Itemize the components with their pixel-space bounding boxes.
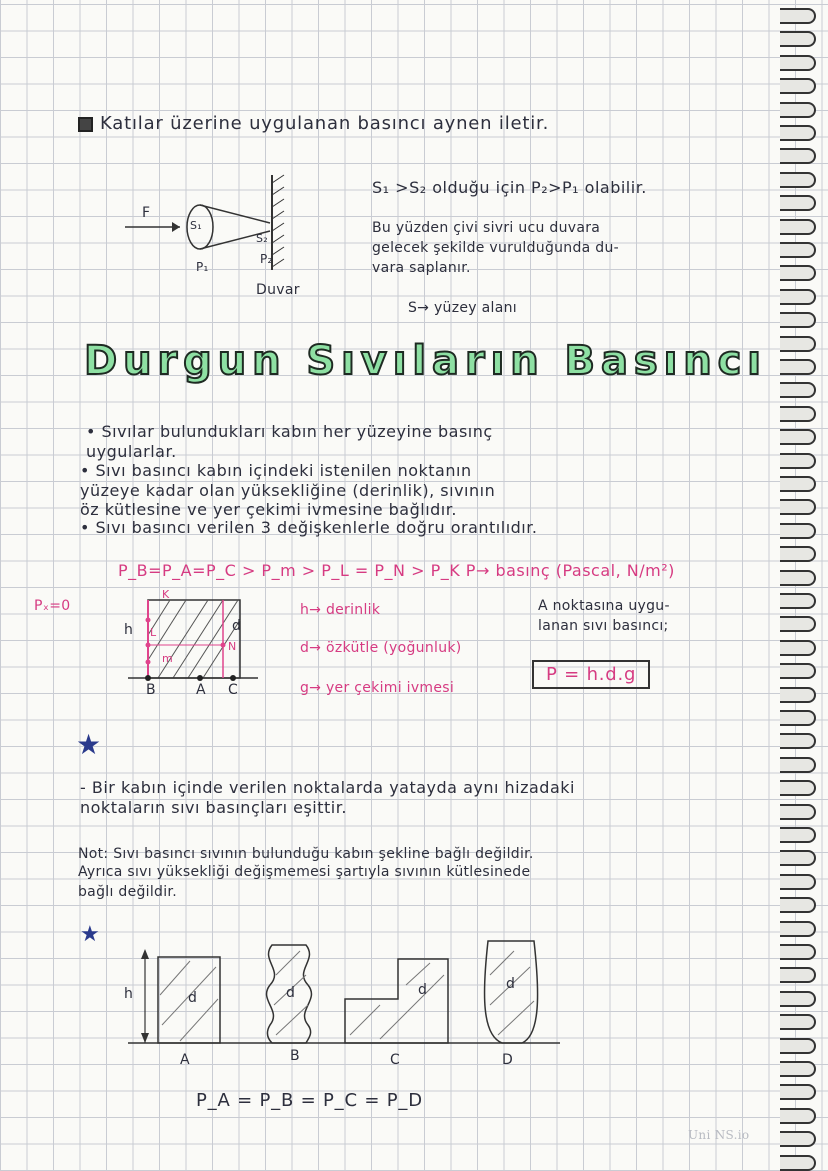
spiral-ring: [780, 1014, 816, 1030]
spiral-ring: [780, 850, 816, 866]
fig3-label-b: B: [290, 1048, 300, 1064]
def-d: d→ özkütle (yoğunluk): [300, 640, 462, 656]
fig3-d-d: d: [506, 976, 516, 992]
spiral-ring: [780, 1084, 816, 1100]
figure-cone-wall: [120, 175, 340, 285]
page-title: Durgun Sıvıların Basıncı: [84, 338, 764, 384]
fig2-k: K: [162, 588, 170, 601]
spiral-ring: [780, 102, 816, 118]
spiral-ring: [780, 289, 816, 305]
spiral-ring: [780, 523, 816, 539]
spiral-ring: [780, 78, 816, 94]
header-note: Katılar üzerine uygulanan basıncı aynen iletir.: [100, 113, 550, 134]
formula-label-1: A noktasına uygu-: [538, 598, 670, 614]
spiral-ring: [780, 897, 816, 913]
fig2-n: N: [228, 640, 237, 653]
spiral-ring: [780, 546, 816, 562]
spiral-ring: [780, 31, 816, 47]
figure-container-points: [118, 590, 268, 690]
spiral-ring: [780, 687, 816, 703]
fig3-d-b: d: [286, 985, 296, 1001]
spiral-ring: [780, 967, 816, 983]
fig3-h: h: [124, 986, 134, 1002]
formula-label-2: lanan sıvı basıncı;: [538, 618, 669, 634]
fig2-b: B: [146, 682, 156, 698]
pressure-order: P_B=P_A=P_C > P_m > P_L = P_N > P_K P→ basınç (Pascal, N/m²): [118, 561, 675, 580]
spiral-ring: [780, 570, 816, 586]
spiral-ring: [780, 148, 816, 164]
fig1-s2-label: S₂: [256, 232, 268, 245]
fig1-s1-label: S₁: [190, 219, 202, 232]
spiral-ring: [780, 874, 816, 890]
fig2-m: m: [162, 652, 174, 665]
spiral-ring: [780, 453, 816, 469]
spiral-ring: [780, 499, 816, 515]
not-line-3: bağlı değildir.: [78, 884, 177, 900]
def-g: g→ yer çekimi ivmesi: [300, 680, 455, 696]
final-equation: P_A = P_B = P_C = P_D: [196, 1090, 423, 1111]
fig1-p1-label: P₁: [196, 260, 209, 274]
bullet-line-3: • Sıvı basıncı kabın içindeki istenilen noktanın: [80, 461, 472, 480]
def-h: h→ derinlik: [300, 602, 381, 618]
spiral-ring: [780, 1108, 816, 1124]
spiral-ring: [780, 827, 816, 843]
spiral-ring: [780, 663, 816, 679]
bullet-line-4: yüzeye kadar olan yüksekliğine (derinlik), sıvının: [80, 481, 496, 500]
spiral-ring: [780, 172, 816, 188]
bullet-line-1: • Sıvılar bulundukları kabın her yüzeyine basınç: [86, 422, 493, 441]
spiral-ring: [780, 593, 816, 609]
not-line-2: Ayrıca sıvı yüksekliği değişmemesi şartıyla sıvının kütlesinede: [78, 864, 531, 880]
bullet-line-2: uygularlar.: [86, 442, 177, 461]
spiral-ring: [780, 733, 816, 749]
title-banner: [78, 330, 778, 388]
fig1-wall-label: Duvar: [256, 282, 300, 298]
spiral-ring: [780, 359, 816, 375]
fig2-l: L: [150, 626, 157, 639]
spiral-ring: [780, 991, 816, 1007]
spiral-ring: [780, 780, 816, 796]
spiral-ring: [780, 757, 816, 773]
star-icon: ★: [80, 922, 100, 947]
checkbox-bullet: [78, 117, 93, 132]
spiral-ring: [780, 406, 816, 422]
bullet-line-5: öz kütlesine ve yer çekimi ivmesine bağlıdır.: [80, 500, 457, 519]
fig2-h: h: [124, 622, 134, 638]
fig2-c: C: [228, 682, 239, 698]
spiral-ring: [780, 944, 816, 960]
spiral-ring: [780, 640, 816, 656]
spiral-binding: [772, 0, 828, 1171]
not-line-1: Not: Sıvı basıncı sıvının bulunduğu kabın şekline bağlı değildir.: [78, 846, 534, 862]
spiral-ring: [780, 312, 816, 328]
fig1-p2-label: P₂: [260, 252, 273, 266]
spiral-ring: [780, 616, 816, 632]
watermark: Uni NS.io: [688, 1128, 750, 1142]
star-icon: ★: [76, 728, 102, 761]
spiral-ring: [780, 55, 816, 71]
spiral-ring: [780, 1131, 816, 1147]
fig1-force-label: F: [142, 205, 151, 221]
horizontal-note-2: noktaların sıvı basınçları eşittir.: [80, 798, 347, 817]
spiral-ring: [780, 476, 816, 492]
spiral-ring: [780, 382, 816, 398]
spiral-ring: [780, 8, 816, 24]
spiral-ring: [780, 1155, 816, 1171]
spiral-ring: [780, 921, 816, 937]
fig2-d: d: [232, 618, 242, 634]
spiral-ring: [780, 429, 816, 445]
fig3-label-a: A: [180, 1052, 190, 1068]
figure-four-containers: [110, 935, 570, 1045]
fig2-a: A: [196, 682, 206, 698]
fig3-d-c: d: [418, 982, 428, 998]
spiral-ring: [780, 804, 816, 820]
fig1-note-line4: vara saplanır.: [372, 260, 471, 276]
spiral-ring: [780, 336, 816, 352]
fig1-note-line2: Bu yüzden çivi sivri ucu duvara: [372, 220, 601, 236]
spiral-ring: [780, 219, 816, 235]
bullet-line-6: • Sıvı basıncı verilen 3 değişkenlerle doğru orantılıdır.: [80, 518, 538, 537]
spiral-ring: [780, 1061, 816, 1077]
fig3-label-d: D: [502, 1052, 514, 1068]
fig1-note-line5: S→ yüzey alanı: [408, 300, 517, 316]
fig1-note-line1: S₁ >S₂ olduğu için P₂>P₁ olabilir.: [372, 178, 647, 197]
fig1-note-line3: gelecek şekilde vurulduğunda du-: [372, 240, 620, 256]
px-zero-label: Pₓ=0: [34, 598, 71, 614]
horizontal-note-1: - Bir kabın içinde verilen noktalarda yatayda aynı hizadaki: [80, 778, 575, 797]
fig3-label-c: C: [390, 1052, 401, 1068]
spiral-ring: [780, 195, 816, 211]
spiral-ring: [780, 125, 816, 141]
spiral-ring: [780, 265, 816, 281]
spiral-ring: [780, 1038, 816, 1054]
fig3-d-a: d: [188, 990, 198, 1006]
spiral-ring: [780, 710, 816, 726]
spiral-ring: [780, 242, 816, 258]
formula-box: P = h.d.g: [532, 660, 650, 689]
